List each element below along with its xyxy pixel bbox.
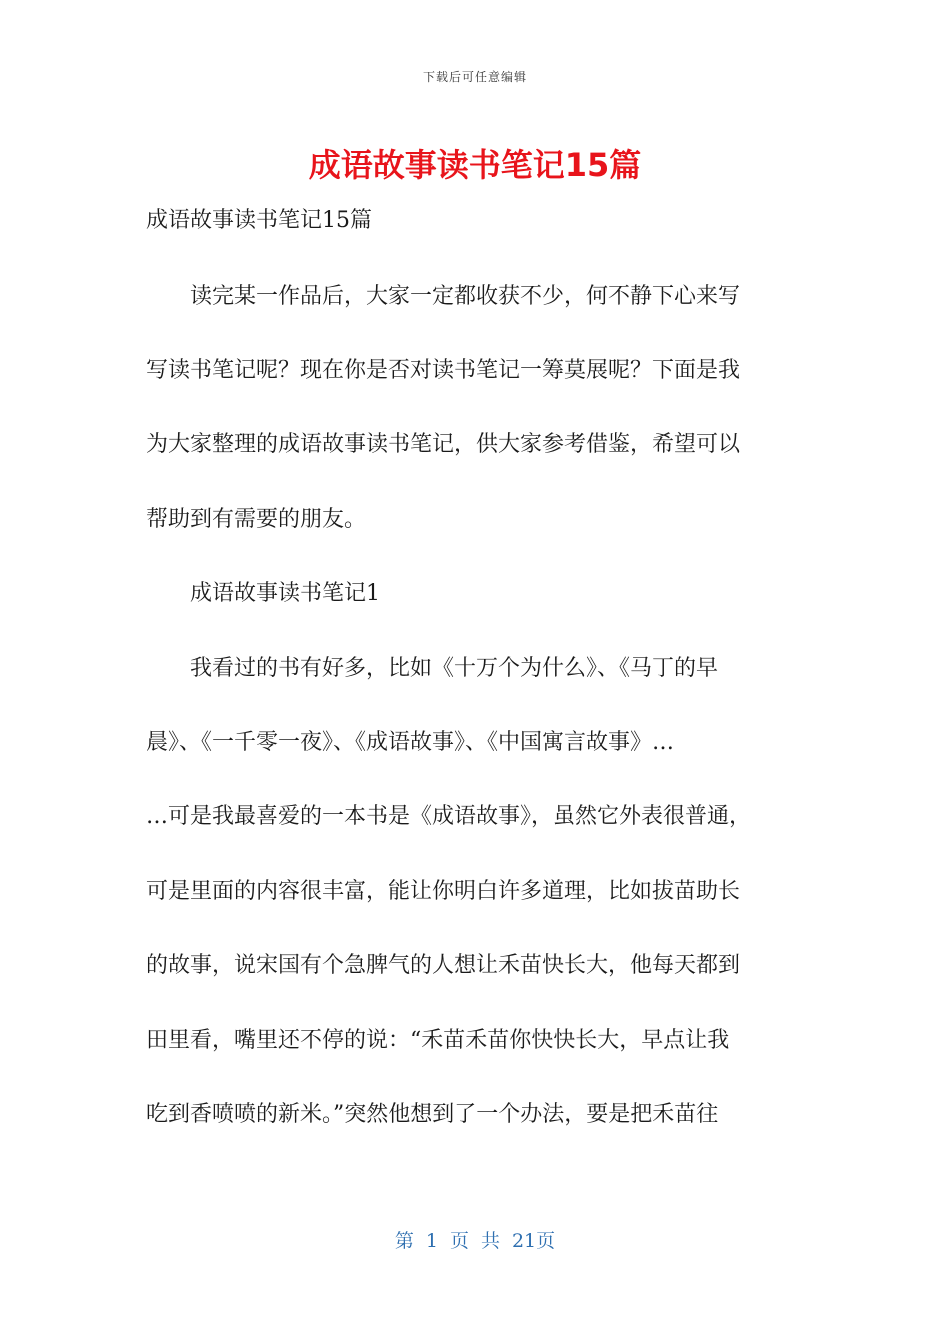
footer-total-pages: 21页	[511, 1230, 556, 1252]
text-line: 帮助到有需要的朋友。	[146, 507, 367, 532]
text-line: 成语故事读书笔记15篇	[146, 208, 372, 233]
footer-prefix: 第	[394, 1230, 414, 1252]
text-line: 的故事，说宋国有个急脾气的人想让禾苗快长大，他每天都到	[146, 953, 741, 978]
text-line: …可是我最喜爱的一本书是《成语故事》，虽然它外表很普通，	[146, 804, 752, 829]
document-title: 成语故事读书笔记15篇	[308, 146, 642, 184]
text-line: 可是里面的内容很丰富，能让你明白许多道理，比如拔苗助长	[146, 879, 741, 904]
section-heading: 成语故事读书笔记1	[146, 581, 380, 606]
text-line: 吃到香喷喷的新米。”突然他想到了一个办法，要是把禾苗往	[146, 1102, 719, 1127]
text-line: 读完某一作品后，大家一定都收获不少，何不静下心来写	[146, 284, 741, 309]
text-line: 写读书笔记呢？现在你是否对读书笔记一筹莫展呢？下面是我	[146, 358, 741, 383]
header-note: 下载后可任意编辑	[422, 70, 527, 84]
footer-total-word: 共	[480, 1230, 500, 1252]
footer-page-word: 页	[449, 1230, 469, 1252]
text-line: 为大家整理的成语故事读书笔记，供大家参考借鉴，希望可以	[146, 432, 741, 457]
text-line: 晨》、《一千零一夜》、《成语故事》、《中国寓言故事》…	[146, 730, 675, 755]
text-line: 田里看，嘴里还不停的说：“禾苗禾苗你快快长大，早点让我	[146, 1028, 730, 1053]
text-line: 我看过的书有好多，比如《十万个为什么》、《马丁的早	[146, 656, 719, 681]
page-footer	[0, 1226, 950, 1253]
footer-current-page: 1	[425, 1230, 438, 1252]
